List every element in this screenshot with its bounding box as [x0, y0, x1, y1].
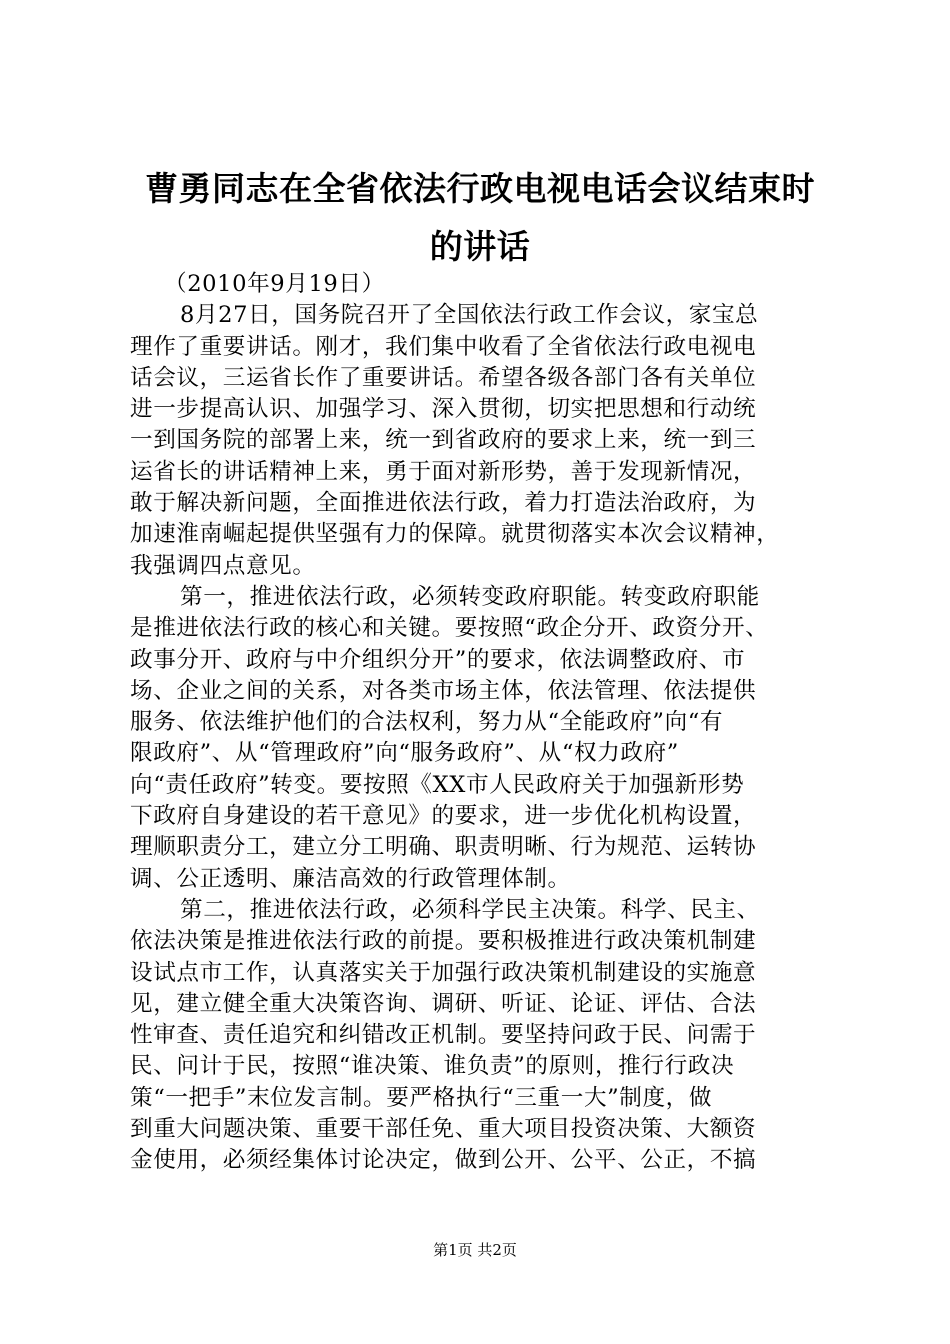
text-line: 第一，推进依法行政，必须转变政府职能。转变政府职能	[180, 583, 760, 610]
text-line: 见，建立健全重大决策咨询、调研、听证、论证、评估、合法	[130, 990, 757, 1017]
text-line: 加速淮南崛起提供坚强有力的保障。就贯彻落实本次会议精神，	[130, 521, 780, 548]
document-body	[130, 269, 830, 1177]
text-line: 话会议，三运省长作了重要讲话。希望各级各部门各有关单位	[130, 364, 757, 391]
text-line: 性审查、责任追究和纠错改正机制。要坚持问政于民、问需于	[130, 1022, 757, 1049]
text-line: 政事分开、政府与中介组织分开”的要求，依法调整政府、市	[130, 646, 746, 673]
text-line: 金使用，必须经集体讨论决定，做到公开、公平、公正，不搞	[130, 1147, 757, 1174]
text-line: 是推进依法行政的核心和关键。要按照“政企分开、政资分开、	[130, 615, 769, 642]
text-line: 第二，推进依法行政，必须科学民主决策。科学、民主、	[180, 896, 760, 923]
text-line: 调、公正透明、廉洁高效的行政管理体制。	[130, 865, 571, 892]
text-line: 运省长的讲话精神上来，勇于面对新形势，善于发现新情况，	[130, 458, 757, 485]
speech-date: （2010年9月19日）	[164, 271, 385, 297]
text-line: 依法决策是推进依法行政的前提。要积极推进行政决策机制建	[130, 928, 757, 955]
text-line: 我强调四点意见。	[130, 552, 316, 579]
title-line-1: 曹勇同志在全省依法行政电视电话会议结束时	[145, 169, 815, 208]
text-line: 敢于解决新问题，全面推进依法行政，着力打造法治政府，为	[130, 490, 757, 517]
text-line: 到重大问题决策、重要干部任免、重大项目投资决策、大额资	[130, 1116, 757, 1143]
text-line: 下政府自身建设的若干意见》的要求，进一步优化机构设置，	[130, 803, 757, 830]
text-line: 策“一把手”末位发言制。要严格执行“三重一大”制度，做	[130, 1084, 713, 1111]
text-line: 场、企业之间的关系，对各类市场主体，依法管理、依法提供	[130, 677, 757, 704]
text-line: 限政府”、从“管理政府”向“服务政府”、从“权力政府”	[130, 740, 679, 767]
text-line: 理顺职责分工，建立分工明确、职责明晰、行为规范、运转协	[130, 834, 757, 861]
text-line: 一到国务院的部署上来，统一到省政府的要求上来，统一到三	[130, 427, 757, 454]
text-line: 向“责任政府”转变。要按照《XX市人民政府关于加强新形势	[130, 771, 745, 798]
document-title	[120, 160, 840, 276]
page-footer: 第1页 共2页	[433, 1241, 517, 1259]
text-line: 理作了重要讲话。刚才，我们集中收看了全省依法行政电视电	[130, 333, 757, 360]
text-line: 进一步提高认识、加强学习、深入贯彻，切实把思想和行动统	[130, 396, 757, 423]
text-line: 民、问计于民，按照“谁决策、谁负责”的原则，推行行政决	[130, 1053, 735, 1080]
title-line-2: 的讲话	[429, 227, 531, 266]
text-line: 设试点市工作，认真落实关于加强行政决策机制建设的实施意	[130, 959, 757, 986]
text-line: 服务、依法维护他们的合法权利，努力从“全能政府”向“有	[130, 709, 724, 736]
text-line: 8月27日，国务院召开了全国依法行政工作会议，家宝总	[180, 302, 759, 329]
